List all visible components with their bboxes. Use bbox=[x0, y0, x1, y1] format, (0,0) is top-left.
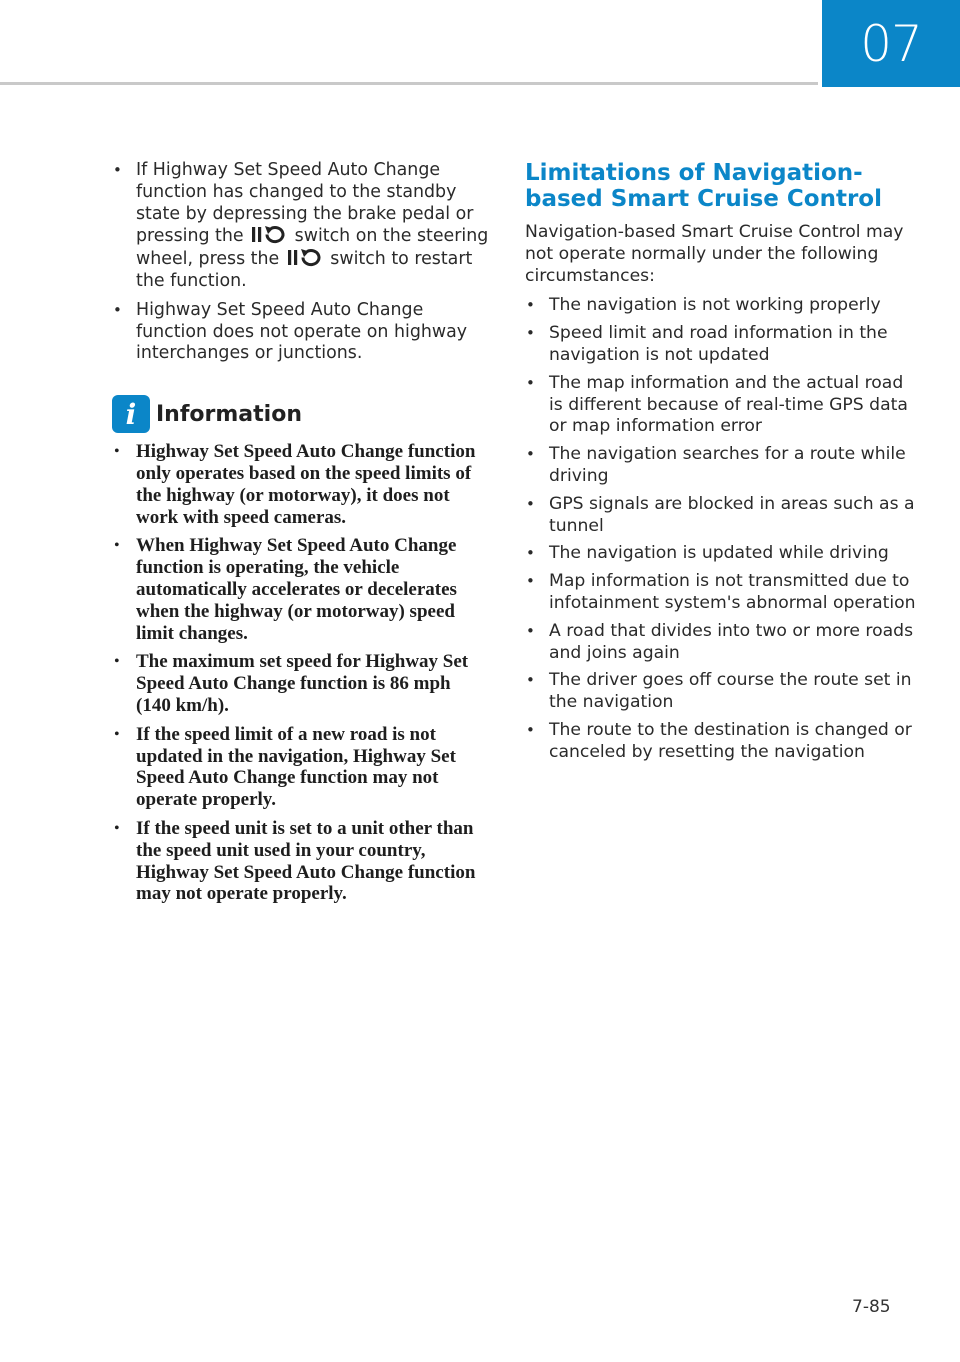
page-number: 7-85 bbox=[852, 1297, 891, 1317]
list-item: • Highway Set Speed Auto Change function only operates based on the speed limits of the highway (or motorway), it does not work with speed cameras. bbox=[112, 441, 490, 528]
information-heading bbox=[112, 395, 490, 433]
list-item: • Map information is not transmitted due to infotainment system's abnormal operation bbox=[525, 571, 920, 615]
list-item: • The navigation searches for a route while driving bbox=[525, 444, 920, 488]
information-icon: i bbox=[112, 395, 150, 433]
list-item: • When Highway Set Speed Auto Change function is operating, the vehicle automatically accelerates or decelerates when the highway (or motorway) speed limit changes. bbox=[112, 535, 490, 644]
header-rule bbox=[0, 82, 818, 85]
chapter-number: 07 bbox=[860, 14, 922, 73]
section-title: Limitations of Navigation-based Smart Cruise Control bbox=[525, 160, 882, 212]
standby-notes-list bbox=[112, 160, 490, 365]
right-column bbox=[525, 160, 920, 770]
information-list bbox=[112, 441, 490, 905]
chapter-tab bbox=[822, 0, 960, 87]
cruise-switch-icon bbox=[251, 225, 287, 244]
list-item-text: If Highway Set Speed Auto Change function has changed to the standby state by depressing the brake pedal or pressing the bbox=[136, 160, 474, 247]
list-item: • The maximum set speed for Highway Set Speed Auto Change function is 86 mph (140 km/h). bbox=[112, 651, 490, 716]
list-item: • A road that divides into two or more roads and joins again bbox=[525, 621, 920, 665]
list-item: • If the speed limit of a new road is not updated in the navigation, Highway Set Speed Auto Change function may not operate properly. bbox=[112, 724, 490, 811]
list-item: • GPS signals are blocked in areas such as a tunnel bbox=[525, 494, 920, 538]
limitations-list bbox=[525, 295, 920, 763]
list-item: • If the speed unit is set to a unit other than the speed unit used in your country, Highway Set Speed Auto Change function may not operate properly. bbox=[112, 818, 490, 905]
list-item: • The driver goes off course the route set in the navigation bbox=[525, 670, 920, 714]
information-title: Information bbox=[156, 401, 302, 427]
list-item: • The map information and the actual road is different because of real-time GPS data or map information error bbox=[525, 373, 920, 438]
list-item: • The navigation is updated while driving bbox=[525, 543, 920, 565]
list-item: • The route to the destination is changed or canceled by resetting the navigation bbox=[525, 720, 920, 764]
section-intro: Navigation-based Smart Cruise Control may not operate normally under the following circumstances: bbox=[525, 222, 904, 286]
cruise-switch-icon bbox=[287, 248, 323, 267]
list-item: • The navigation is not working properly bbox=[525, 295, 920, 317]
left-column bbox=[112, 160, 490, 912]
list-item: • Highway Set Speed Auto Change function does not operate on highway interchanges or junctions. bbox=[112, 300, 490, 365]
list-item bbox=[112, 160, 490, 293]
list-item-text: switch to restart the function. bbox=[136, 249, 473, 291]
list-item: • Speed limit and road information in the navigation is not updated bbox=[525, 323, 920, 367]
list-item-text: switch on the steering wheel, press the bbox=[136, 226, 489, 270]
